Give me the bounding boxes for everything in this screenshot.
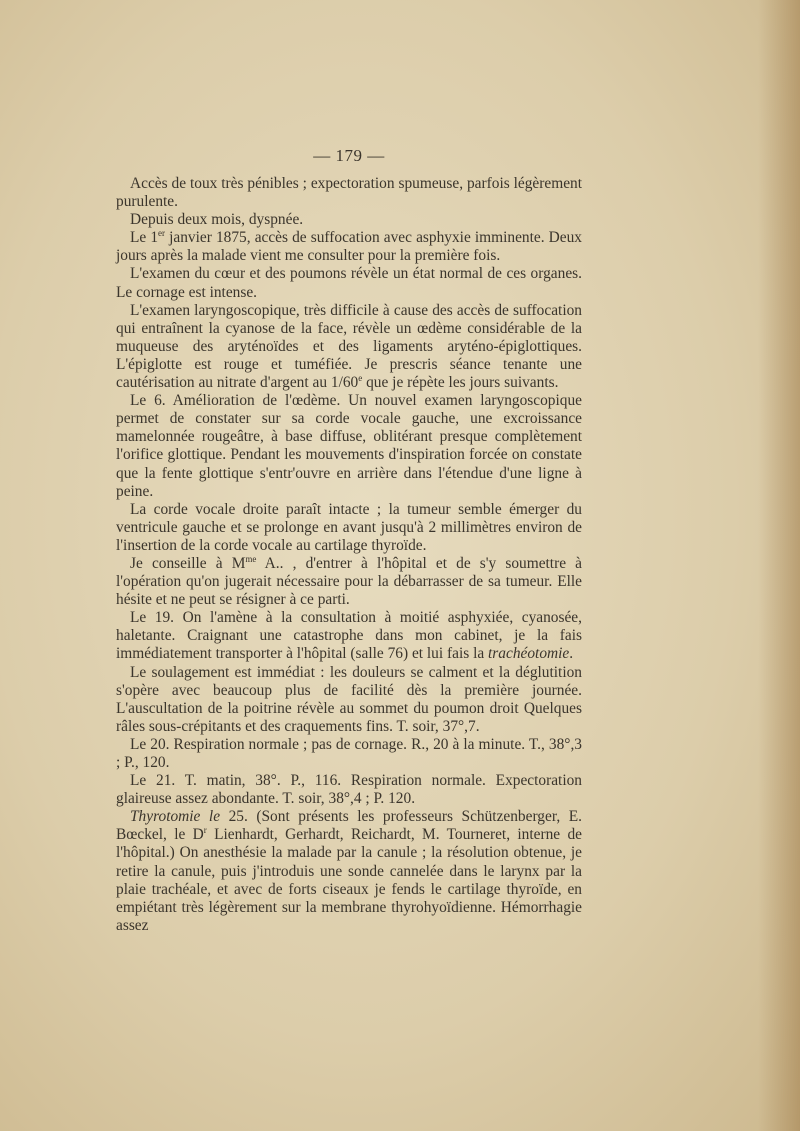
paragraph: Le 21. T. matin, 38°. P., 116. Respiration normale. Expectoration glaireuse assez abondante. T. soir, 38°,4 ; P. 120.	[116, 772, 582, 808]
text-block	[116, 145, 582, 935]
page-number: — 179 —	[313, 146, 385, 165]
paragraph: Depuis deux mois, dyspnée.	[130, 211, 304, 229]
paragraph: Le 6. Amélioration de l'œdème. Un nouvel examen laryngoscopique permet de constater sur sa corde vocale gauche, une excroissance mamelonnée rougeâtre, à base diffuse, oblitérant presque complètement l'orifice glottique. Pendant les mouvements d'inspiration forcée on constate que la fente glottique s'entr'ouvre en arrière dans l'étendue d'une ligne à peine.	[116, 392, 582, 500]
paragraph: Accès de toux très pénibles ; expectoration spumeuse, parfois légèrement purulente.	[116, 175, 582, 211]
paragraph: Thyrotomie le 25. (Sont présents les professeurs Schützenberger, E. Bœckel, le $D^r$ Lienhardt, Gerhardt, Reichardt, M. Tourneret, interne de l'hôpital.) On anesthésie la malade par la canule ; la résolution obtenue, je retire la canule, puis j'introduis une sonde cannelée dans le larynx par la plaie trachéale, et avec de forts ciseaux je fends le cartilage thyroïde, en empiétant très légèrement sur la membrane thyrohyoïdienne. Hémorrhagie assez	[116, 808, 582, 934]
paragraph: La corde vocale droite paraît intacte ; la tumeur semble émerger du ventricule gauche et se prolonge en avant jusqu'à 2 millimètres environ de l'insertion de la corde vocale au cartilage thyroïde.	[116, 500, 582, 554]
paragraph: L'examen du cœur et des poumons révèle un état normal de ces organes. Le cornage est intense.	[116, 265, 582, 301]
paragraph: Je conseille à $M^{me}$ A.. , d'entrer à l'hôpital et de s'y soumettre à l'opération qu'on jugerait nécessaire pour la débarrasser de sa tumeur. Elle hésite et ne peut se résigner à ce parti.	[116, 553, 582, 609]
paragraph: Le 20. Respiration normale ; pas de cornage. R., 20 à la minute. T., 38°,3 ; P., 120.	[116, 735, 582, 771]
paragraph: Le 1er janvier 1875, accès de suffocation avec asphyxie imminente. Deux jours après la malade vient me consulter pour la première fois.	[116, 228, 582, 265]
paragraph: Le 19. On l'amène à la consultation à moitié asphyxiée, cyanosée, haletante. Craignant une catastrophe dans mon cabinet, je la fais immédiatement transporter à l'hôpital (salle 76) et lui fais la trachéotomie.	[116, 609, 582, 663]
page-edge-shadow	[758, 0, 800, 1131]
paragraph: L'examen laryngoscopique, très difficile à cause des accès de suffocation qui entraînent la cyanose de la face, révèle un œdème considérable de la muqueuse des aryténoïdes et des ligaments aryténo-épiglottiques. L'épiglotte est rouge et tuméfiée. Je prescris séance tenante une cautérisation au nitrate d'argent au 1/60e que je répète les jours suivants.	[116, 301, 582, 392]
paragraph: Le soulagement est immédiat : les douleurs se calment et la déglutition s'opère avec beaucoup plus de facilité dès la première journée. L'auscultation de la poitrine révèle au sommet du poumon droit Quelques râles sous-crépitants et des craquements fins. T. soir, 37°,7.	[116, 663, 582, 735]
